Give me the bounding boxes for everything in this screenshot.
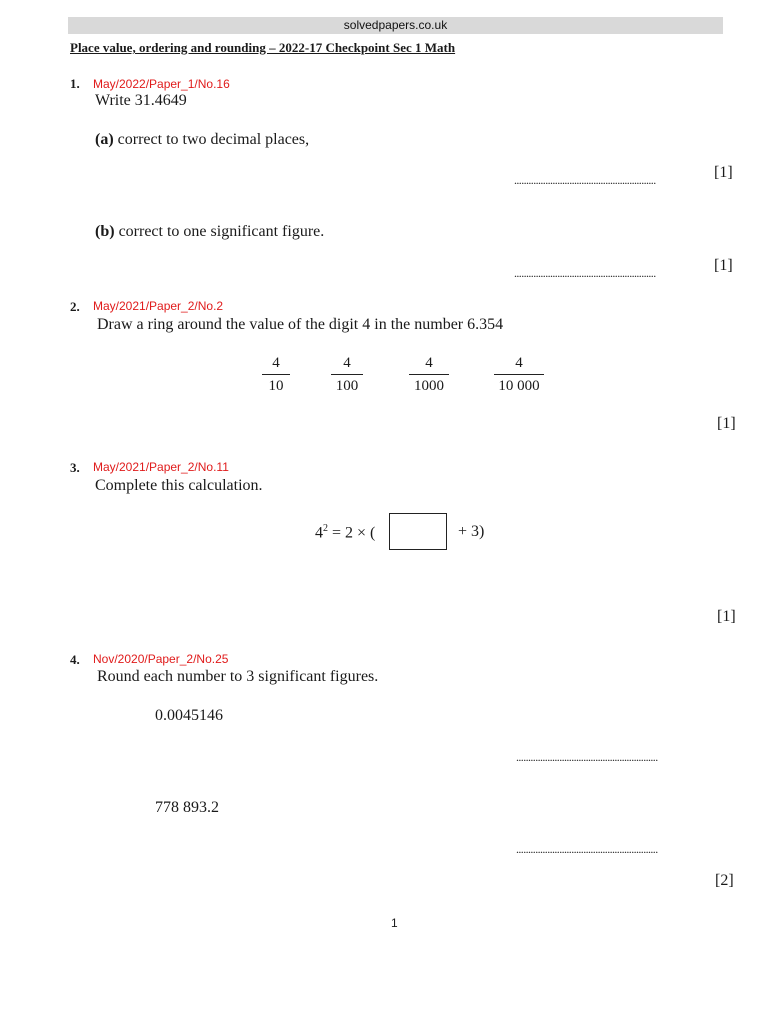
number-to-round-1: 0.0045146 <box>155 707 223 724</box>
question-2-stem: Draw a ring around the value of the digit 4 in the number 6.354 <box>97 316 504 333</box>
marks-4: [2] <box>715 872 734 889</box>
answer-line-1b[interactable]: ........................................................... <box>514 266 656 280</box>
eq-exponent: 2 <box>323 523 328 534</box>
fraction-bar <box>331 374 363 375</box>
numerator: 4 <box>425 355 433 371</box>
part-a-text: correct to two decimal places, <box>117 131 310 148</box>
fraction-bar <box>409 374 449 375</box>
site-banner <box>68 17 723 34</box>
answer-box[interactable] <box>389 513 447 550</box>
part-a-label: (a) <box>95 131 114 148</box>
answer-line-4a[interactable]: ........................................................... <box>516 750 658 764</box>
marks-1a: [1] <box>714 164 733 181</box>
denominator: 100 <box>335 378 359 394</box>
question-4-stem: Round each number to 3 significant figures. <box>97 668 379 685</box>
question-2-number: 2. <box>70 299 80 314</box>
question-3-number: 3. <box>70 460 80 475</box>
question-2-reference: May/2021/Paper_2/No.2 <box>93 299 224 313</box>
answer-line-4b[interactable]: ........................................................... <box>516 842 658 856</box>
answer-line-1a[interactable]: ........................................................... <box>514 173 656 187</box>
equation-right: + 3) <box>458 523 485 540</box>
eq-mid: = 2 × ( <box>328 524 376 542</box>
question-1a <box>95 131 309 149</box>
fraction-option-3[interactable] <box>409 354 449 395</box>
question-4-reference: Nov/2020/Paper_2/No.25 <box>93 652 229 666</box>
marks-1b: [1] <box>714 257 733 274</box>
denominator: 1000 <box>414 378 444 394</box>
question-1-number: 1. <box>70 76 80 91</box>
question-3-reference: May/2021/Paper_2/No.11 <box>93 460 229 474</box>
numerator: 4 <box>343 355 351 371</box>
question-1b <box>95 223 324 241</box>
question-4-number: 4. <box>70 652 80 667</box>
site-name: solvedpapers.co.uk <box>343 18 448 32</box>
number-to-round-2: 778 893.2 <box>155 799 219 816</box>
part-b-label: (b) <box>95 223 115 240</box>
fraction-option-2[interactable] <box>331 354 363 395</box>
question-1-stem: Write 31.4649 <box>95 92 187 109</box>
denominator: 10 000 <box>498 378 540 394</box>
eq-base: 4 <box>315 524 323 542</box>
fraction-option-1[interactable] <box>262 354 290 395</box>
fraction-option-4[interactable] <box>494 354 544 395</box>
fraction-bar <box>494 374 544 375</box>
denominator: 10 <box>268 378 284 394</box>
equation-left <box>315 523 375 542</box>
page-title: Place value, ordering and rounding – 2022-17 Checkpoint Sec 1 Math <box>70 40 456 55</box>
page-number: 1 <box>391 916 398 930</box>
question-3-stem: Complete this calculation. <box>95 477 263 494</box>
part-b-text: correct to one significant figure. <box>118 223 325 240</box>
numerator: 4 <box>272 355 280 371</box>
marks-2: [1] <box>717 415 736 432</box>
fraction-bar <box>262 374 290 375</box>
marks-3: [1] <box>717 608 736 625</box>
question-1-reference: May/2022/Paper_1/No.16 <box>93 77 230 91</box>
numerator: 4 <box>515 355 523 371</box>
